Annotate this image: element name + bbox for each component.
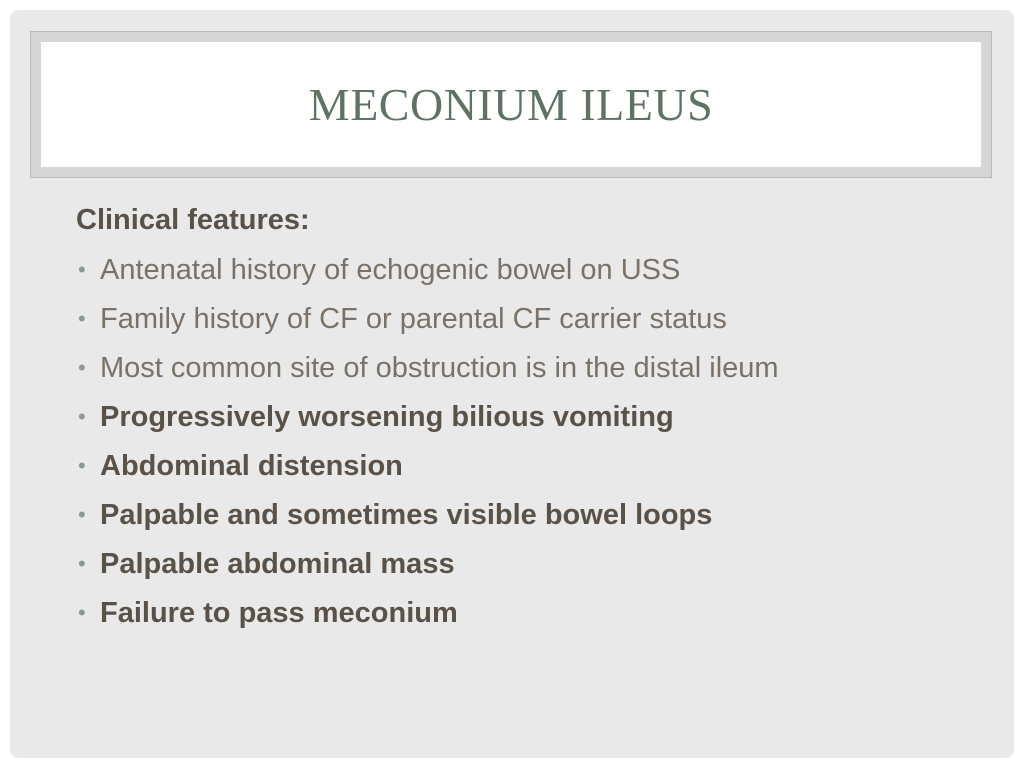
bullet-icon: • [78, 600, 86, 625]
bullet-text: Antenatal history of echogenic bowel on USS [100, 254, 681, 286]
bullet-icon: • [78, 306, 86, 331]
bullet-text: Progressively worsening bilious vomiting [100, 401, 674, 433]
bullet-icon: • [78, 404, 86, 429]
bullet-icon: • [78, 453, 86, 478]
bullet-item [74, 544, 954, 584]
bullet-item [74, 495, 954, 535]
bullet-text: Most common site of obstruction is in the distal ileum [100, 352, 779, 384]
bullet-text: Palpable and sometimes visible bowel loops [100, 499, 713, 531]
bullet-icon: • [78, 502, 86, 527]
slide [10, 10, 1014, 758]
bullet-icon: • [78, 551, 86, 576]
bullet-item [74, 397, 954, 437]
slide-title: MECONIUM ILEUS [308, 79, 714, 130]
content-body [74, 200, 954, 642]
bullet-text: Failure to pass meconium [100, 597, 458, 629]
bullet-item [74, 446, 954, 486]
bullet-text: Abdominal distension [100, 450, 403, 482]
title-frame [30, 31, 992, 178]
bullet-list [74, 250, 954, 633]
bullet-item [74, 348, 954, 388]
bullet-icon: • [78, 257, 86, 282]
bullet-icon: • [78, 355, 86, 380]
bullet-item [74, 593, 954, 633]
title-box [41, 42, 981, 167]
section-heading: Clinical features: [76, 204, 310, 236]
bullet-item [74, 250, 954, 290]
bullet-item [74, 299, 954, 339]
bullet-text: Palpable abdominal mass [100, 548, 455, 580]
bullet-text: Family history of CF or parental CF carrier status [100, 303, 727, 335]
